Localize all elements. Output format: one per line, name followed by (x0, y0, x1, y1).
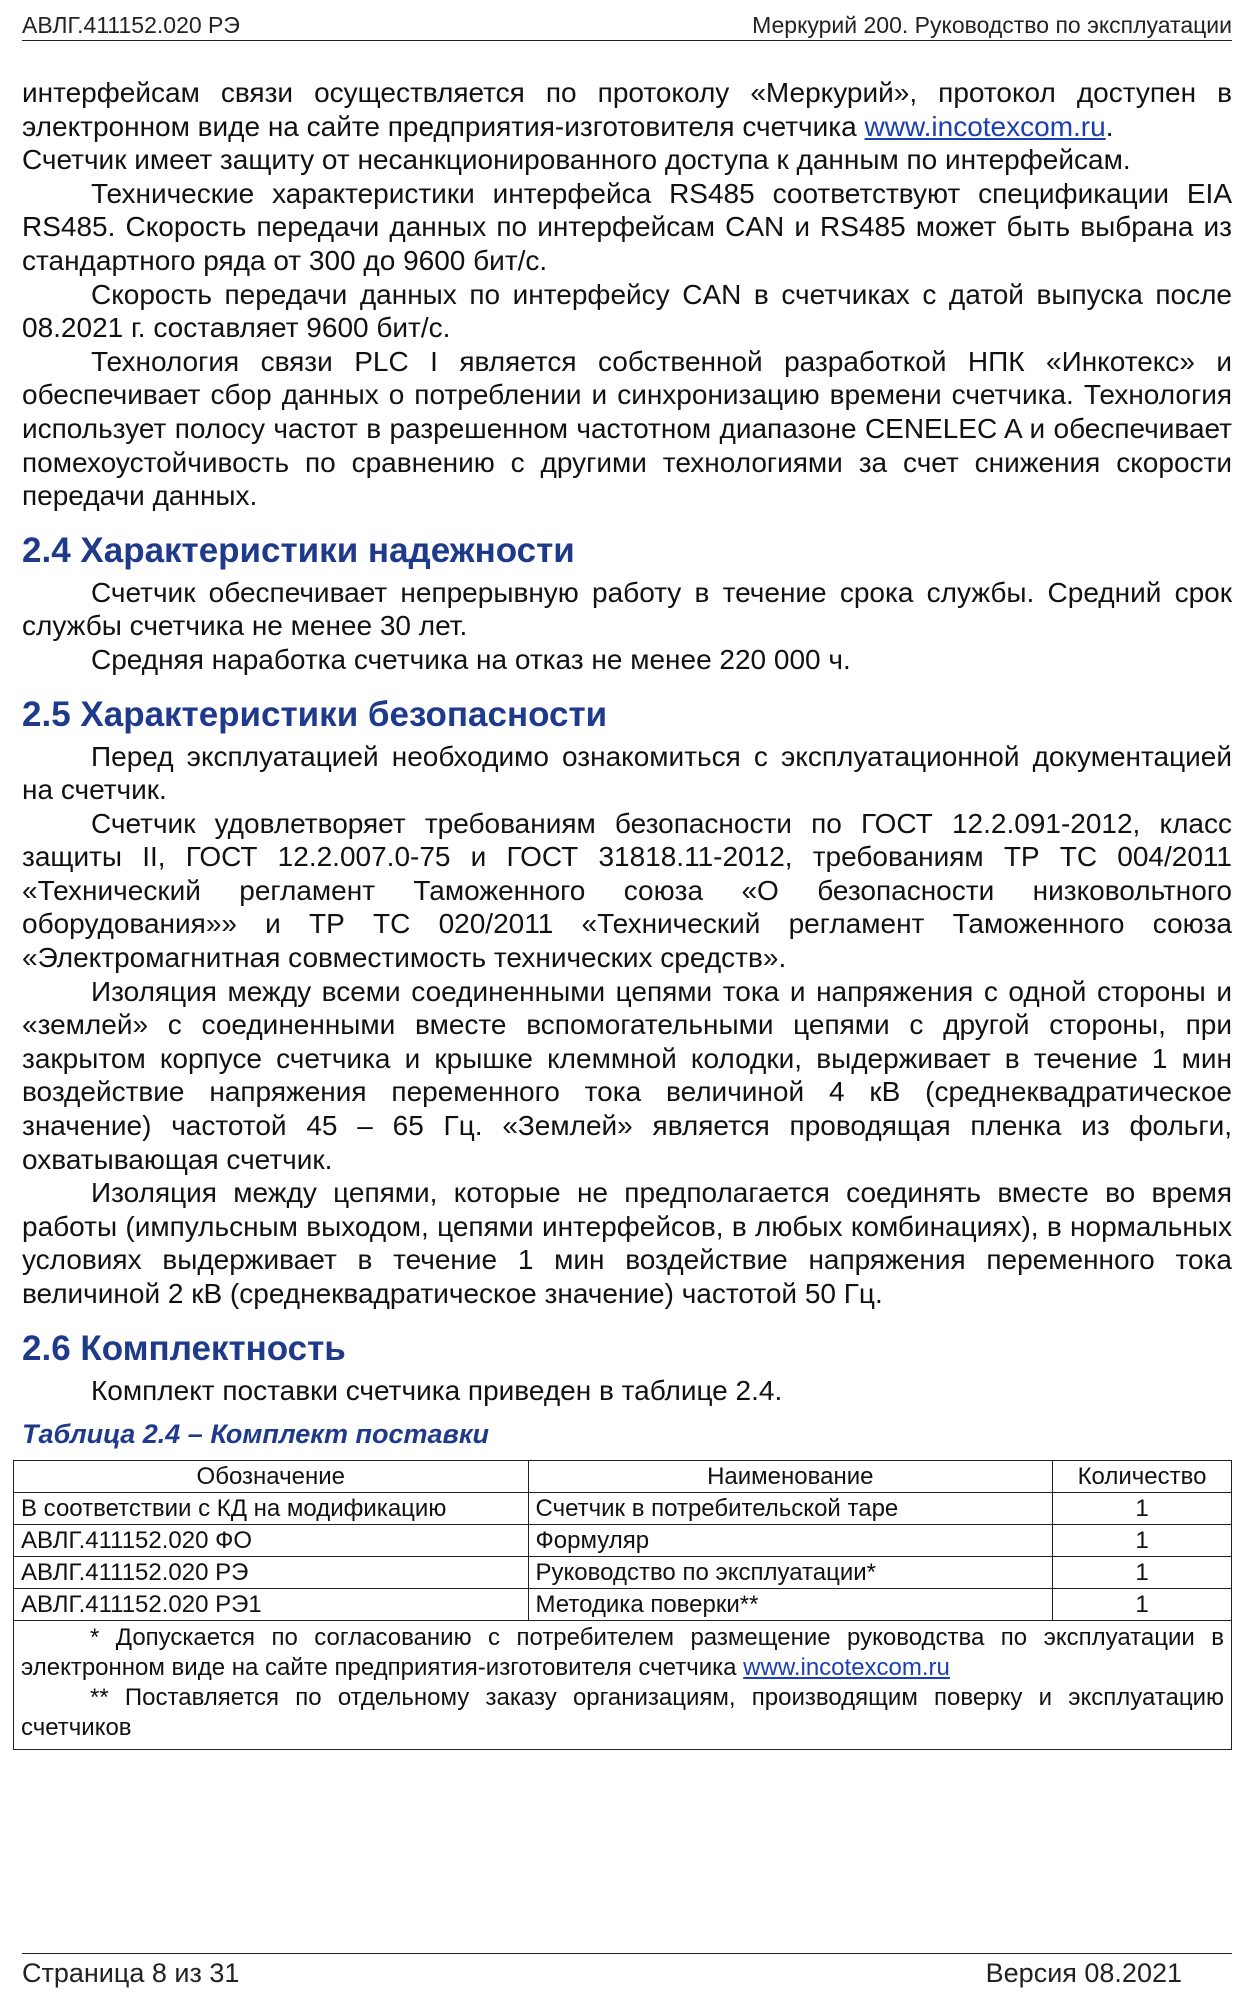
cell-name: Счетчик в потребительской таре (528, 1493, 1053, 1525)
table-notes (14, 1621, 1232, 1750)
safety-paragraph-3: Изоляция между всеми соединенными цепями тока и напряжения с одной стороны и «землей» с соединенными вместе вспомогательными цепями с другой стороны, при закрытом корпусе счетчика и крышке клеммной колодки, выдерживает в течение 1 мин воздействие напряжения переменного тока величиной 4 кВ (среднеквадратическое значение) частотой 45 – 65 Гц. «Землей» является проводящая пленка из фольги, охватывающая счетчик. (22, 975, 1232, 1175)
page-footer (22, 1953, 1232, 1994)
cell-quantity: 1 (1053, 1525, 1232, 1557)
doc-code: АВЛГ.411152.020 РЭ (22, 12, 240, 38)
cell-designation: АВЛГ.411152.020 ФО (14, 1525, 529, 1557)
column-header-name: Наименование (528, 1461, 1053, 1493)
intro-paragraph-5: Технология связи PLC I является собственной разработкой НПК «Инкотекс» и обеспечивает сбор данных о потреблении и синхронизацию времени счетчика. Технология использует полосу частот в разрешенном частотном диапазоне CENELEC A и обеспечивает помехоустойчивость по сравнению с другими технологиями за счет снижения скорости передачи данных. (22, 345, 1232, 512)
table-note-2: ** Поставляется по отдельному заказу организациям, производящим поверку и эксплуатацию счетчиков (21, 1684, 1224, 1742)
cell-designation: АВЛГ.411152.020 РЭ (14, 1557, 529, 1589)
cell-name: Формуляр (528, 1525, 1053, 1557)
version-label: Версия 08.2021 (985, 1958, 1182, 1988)
incotex-link[interactable]: www.incotexcom.ru (864, 110, 1106, 142)
delivery-set-table (13, 1460, 1232, 1750)
section-heading-2-6: 2.6 Комплектность (22, 1328, 346, 1368)
page-header (22, 12, 1232, 41)
document-page (22, 0, 1232, 2000)
intro-paragraph-2: Счетчик имеет защиту от несанкционированного доступа к данным по интерфейсам. (22, 144, 1131, 176)
doc-title: Меркурий 200. Руководство по эксплуатации (752, 12, 1232, 38)
cell-name: Руководство по эксплуатации* (528, 1557, 1053, 1589)
safety-paragraph-2: Счетчик удовлетворяет требованиям безопасности по ГОСТ 12.2.091-2012, класс защиты II, ГОСТ 12.2.007.0-75 и ГОСТ 31818.11-2012, требованиям ТР ТС 004/2011 «Технический регламент Таможенного союза «О безопасности низковольтного оборудования»» и ТР ТС 020/2011 «Технический регламент Таможенного союза «Электромагнитная совместимость технических средств». (22, 807, 1232, 974)
cell-quantity: 1 (1053, 1589, 1232, 1621)
table-caption: Таблица 2.4 – Комплект поставки (22, 1419, 490, 1450)
incotex-link-note[interactable]: www.incotexcom.ru (743, 1654, 950, 1682)
cell-name: Методика поверки** (528, 1589, 1053, 1621)
table-note-1: * Допускается по согласованию с потребителем размещение руководства по эксплуатации в электронном виде на сайте предприятия-изготовителя счетчика www.incotexcom.ru (21, 1624, 1224, 1682)
cell-designation: АВЛГ.411152.020 РЭ1 (14, 1589, 529, 1621)
cell-quantity: 1 (1053, 1493, 1232, 1525)
reliability-paragraph-2: Средняя наработка счетчика на отказ не менее 220 000 ч. (91, 643, 851, 675)
completeness-paragraph: Комплект поставки счетчика приведен в таблице 2.4. (91, 1374, 783, 1406)
table-row (14, 1589, 1232, 1621)
safety-paragraph-4: Изоляция между цепями, которые не предполагается соединять вместе во время работы (импульсным выходом, цепями интерфейсов, в любых комбинациях), в нормальных условиях выдерживает в течение 1 мин воздействие напряжения переменного тока величиной 2 кВ (среднеквадратическое значение) частотой 50 Гц. (22, 1177, 1232, 1309)
table-note-row (14, 1621, 1232, 1750)
intro-paragraph-3: Технические характеристики интерфейса RS485 соответствуют спецификации EIA RS485. Скорость передачи данных по интерфейсам CAN и RS485 может быть выбрана из стандартного ряда от 300 до 9600 бит/с. (22, 177, 1232, 276)
page-number: Страница 8 из 31 (22, 1958, 240, 1988)
cell-quantity: 1 (1053, 1557, 1232, 1589)
table-row (14, 1493, 1232, 1525)
section-heading-2-5: 2.5 Характеристики безопасности (22, 694, 608, 734)
column-header-quantity: Количество (1053, 1461, 1232, 1493)
intro-paragraph-4: Скорость передачи данных по интерфейсу CAN в счетчиках с датой выпуска после 08.2021 г. составляет 9600 бит/с. (22, 278, 1232, 344)
table-row (14, 1525, 1232, 1557)
section-heading-2-4: 2.4 Характеристики надежности (22, 530, 575, 570)
document-body (22, 76, 1232, 1750)
table-header-row (14, 1461, 1232, 1493)
safety-paragraph-1: Перед эксплуатацией необходимо ознакомиться с эксплуатационной документацией на счетчик. (22, 740, 1232, 806)
column-header-designation: Обозначение (14, 1461, 529, 1493)
table-row (14, 1557, 1232, 1589)
reliability-paragraph-1: Счетчик обеспечивает непрерывную работу в течение срока службы. Средний срок службы счетчика не менее 30 лет. (22, 576, 1232, 642)
intro-paragraph-1: интерфейсам связи осуществляется по протоколу «Меркурий», протокол доступен в электронном виде на сайте предприятия-изготовителя счетчика www.incotexcom.ru. (22, 77, 1232, 142)
cell-designation: В соответствии с КД на модификацию (14, 1493, 529, 1525)
